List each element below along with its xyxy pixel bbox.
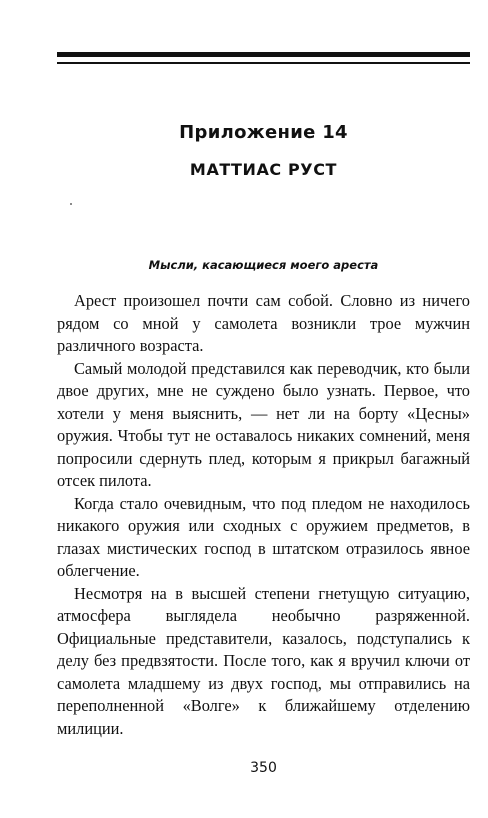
section-title: Мысли, касающиеся моего ареста	[148, 258, 379, 272]
header-rule-thin	[57, 62, 470, 64]
paragraph: Самый молодой представился как переводчик, кто были двое других, мне не суждено было узнать. Первое, что хотели у меня выяснить, — нет ли на борту «Цесны» оружия. Чтобы тут не оставалось никаких сомнений, меня попросили сдернуть плед, которым я прикрыл багажный отсек пилота.	[57, 358, 470, 490]
paragraph: Несмотря на в высшей степени гнетущую ситуацию, атмосфера выглядела необычно разряженной. Официальные представители, казалось, подступались к делу без предвзятости. После того, как я вручил ключи от самолета младшему из двух господ, мы отправились на переполненной «Волге» к ближайшему отделению милиции.	[57, 583, 470, 738]
header-rule-thick	[57, 52, 470, 57]
appendix-label: Приложение 14	[179, 122, 348, 143]
print-speck	[70, 203, 72, 205]
chapter-title: МАТТИАС РУСТ	[189, 160, 338, 179]
page-number: 350	[250, 760, 277, 776]
body-text	[57, 290, 470, 740]
paragraph: Арест произошел почти сам собой. Словно из ничего рядом со мной у самолета возникли трое мужчин различного возраста.	[57, 291, 470, 355]
paragraph: Когда стало очевидным, что под пледом не находилось никакого оружия или сходных с оружием предметов, в глазах мистических господ в штатском отразилось явное облегчение.	[57, 493, 470, 580]
